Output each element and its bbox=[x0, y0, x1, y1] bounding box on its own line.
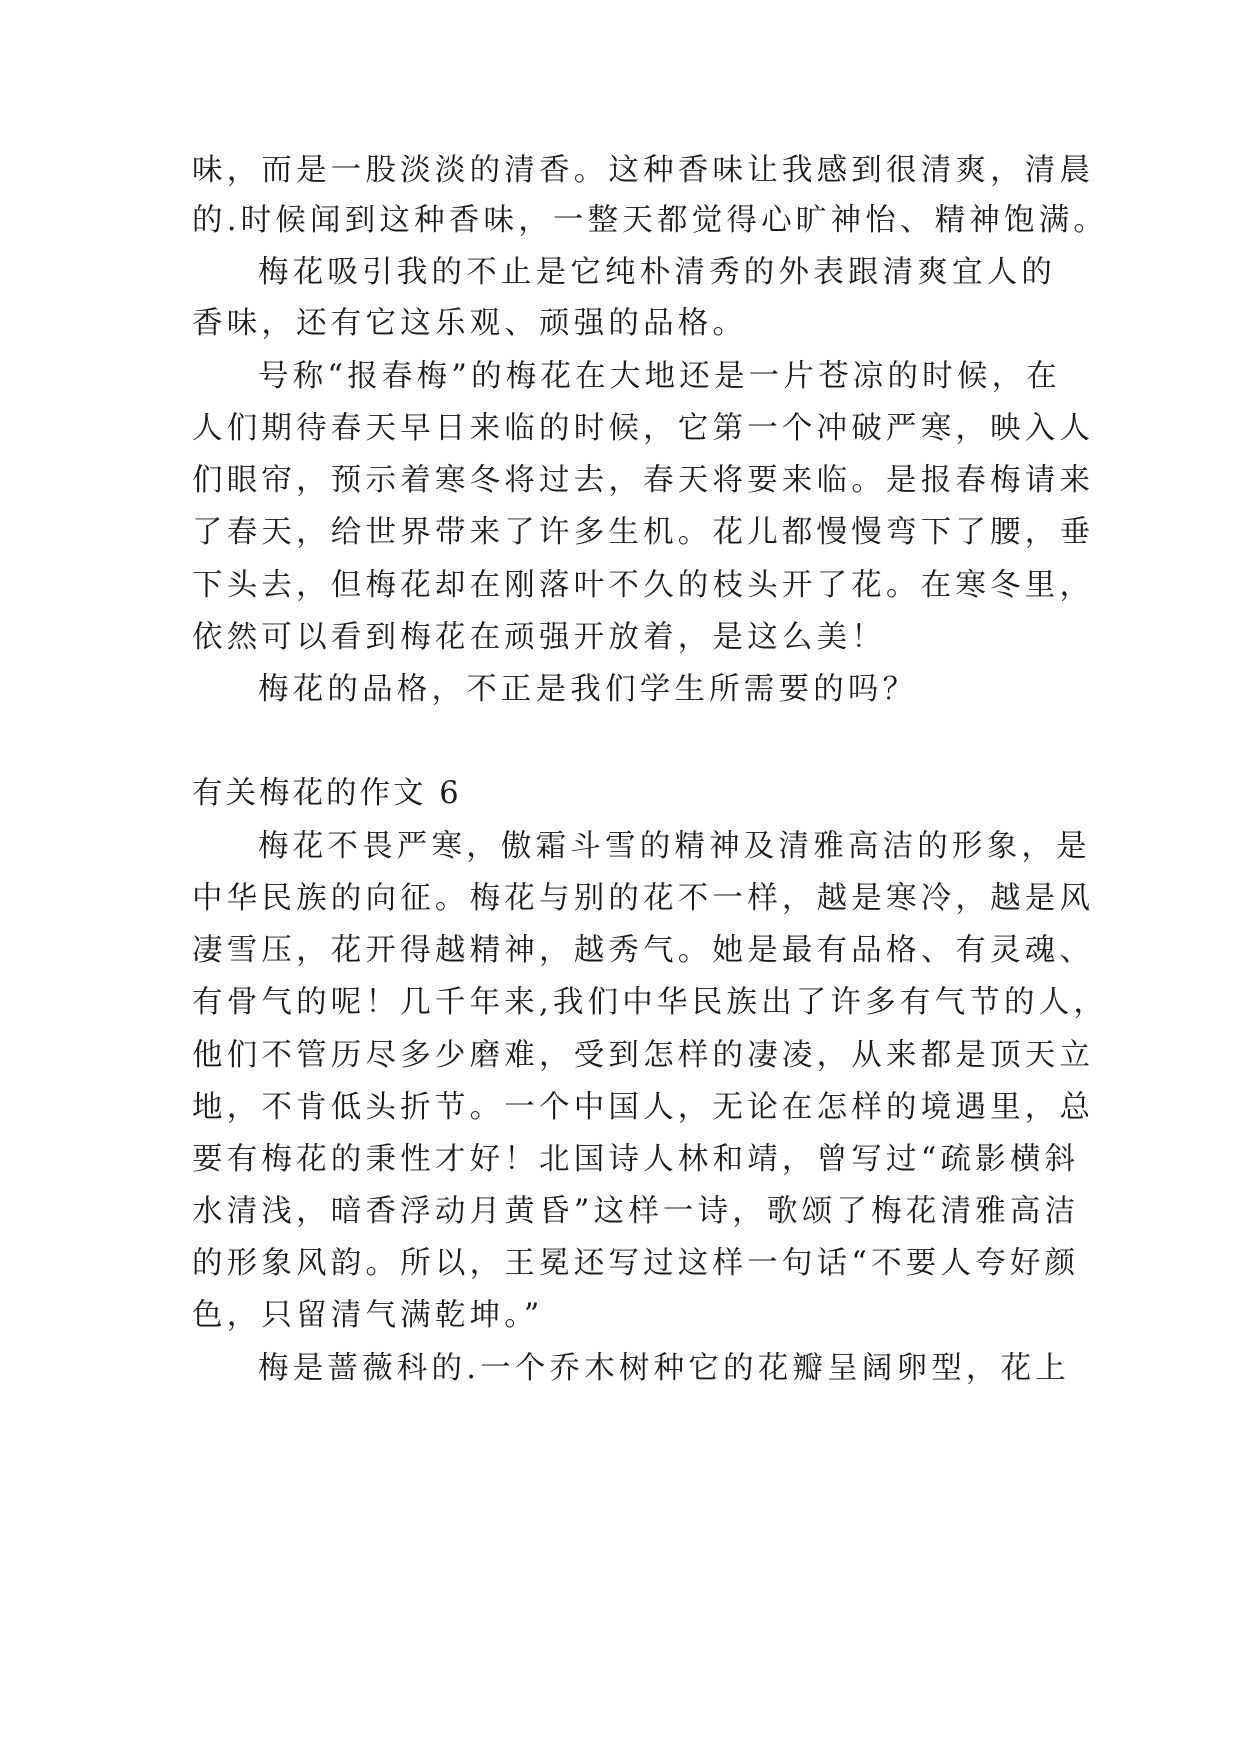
text-line: 有骨气的呢！几千年来,我们中华民族出了许多有气节的人， bbox=[192, 985, 1109, 1020]
text-line: 味，而是一股淡淡的清香。这种香味让我感到很清爽，清晨 bbox=[192, 153, 1095, 188]
text-line: 香味，还有它这乐观、顽强的品格。 bbox=[192, 306, 748, 341]
text-line: 水清浅，暗香浮动月黄昏”这样一诗，歌颂了梅花清雅高洁 bbox=[192, 1194, 1080, 1229]
text-line: 了春天，给世界带来了许多生机。花儿都慢慢弯下了腰，垂 bbox=[192, 515, 1095, 550]
text-line: 他们不管历尽多少磨难，受到怎样的凄凌，从来都是顶天立 bbox=[192, 1038, 1095, 1073]
text-line: 色，只留清气满乾坤。” bbox=[192, 1298, 544, 1333]
essay-heading: 有关梅花的作文 6 bbox=[192, 776, 462, 811]
text-line: 梅花吸引我的不止是它纯朴清秀的外表跟清爽宜人的 bbox=[258, 255, 1057, 290]
text-line: 下头去，但梅花却在刚落叶不久的枝头开了花。在寒冬里， bbox=[192, 568, 1095, 603]
text-line: 人们期待春天早日来临的时候，它第一个冲破严寒，映入人 bbox=[192, 411, 1095, 446]
text-line: 凄雪压，花开得越精神，越秀气。她是最有品格、有灵魂、 bbox=[192, 933, 1095, 968]
text-line: 地，不肯低头折节。一个中国人，无论在怎样的境遇里，总 bbox=[192, 1090, 1095, 1125]
text-line: 号称“报春梅”的梅花在大地还是一片苍凉的时候，在 bbox=[258, 359, 1061, 394]
text-line: 梅是蔷薇科的.一个乔木树种它的花瓣呈阔卵型，花上 bbox=[258, 1351, 1070, 1386]
text-line: 中华民族的向征。梅花与别的花不一样，越是寒冷，越是风 bbox=[192, 881, 1095, 916]
text-line: 的形象风韵。所以，王冕还写过这样一句话“不要人夸好颜 bbox=[192, 1246, 1080, 1281]
text-line: 梅花不畏严寒，傲霜斗雪的精神及清雅高洁的形象，是 bbox=[258, 829, 1091, 864]
text-line: 的.时候闻到这种香味，一整天都觉得心旷神怡、精神饱满。 bbox=[192, 203, 1109, 238]
text-line: 要有梅花的秉性才好！北国诗人林和靖，曾写过“疏影横斜 bbox=[192, 1142, 1080, 1177]
text-line: 们眼帘，预示着寒冬将过去，春天将要来临。是报春梅请来 bbox=[192, 463, 1095, 498]
text-line: 梅花的品格，不正是我们学生所需要的吗？ bbox=[258, 672, 918, 707]
text-line: 依然可以看到梅花在顽强开放着，是这么美！ bbox=[192, 620, 886, 655]
